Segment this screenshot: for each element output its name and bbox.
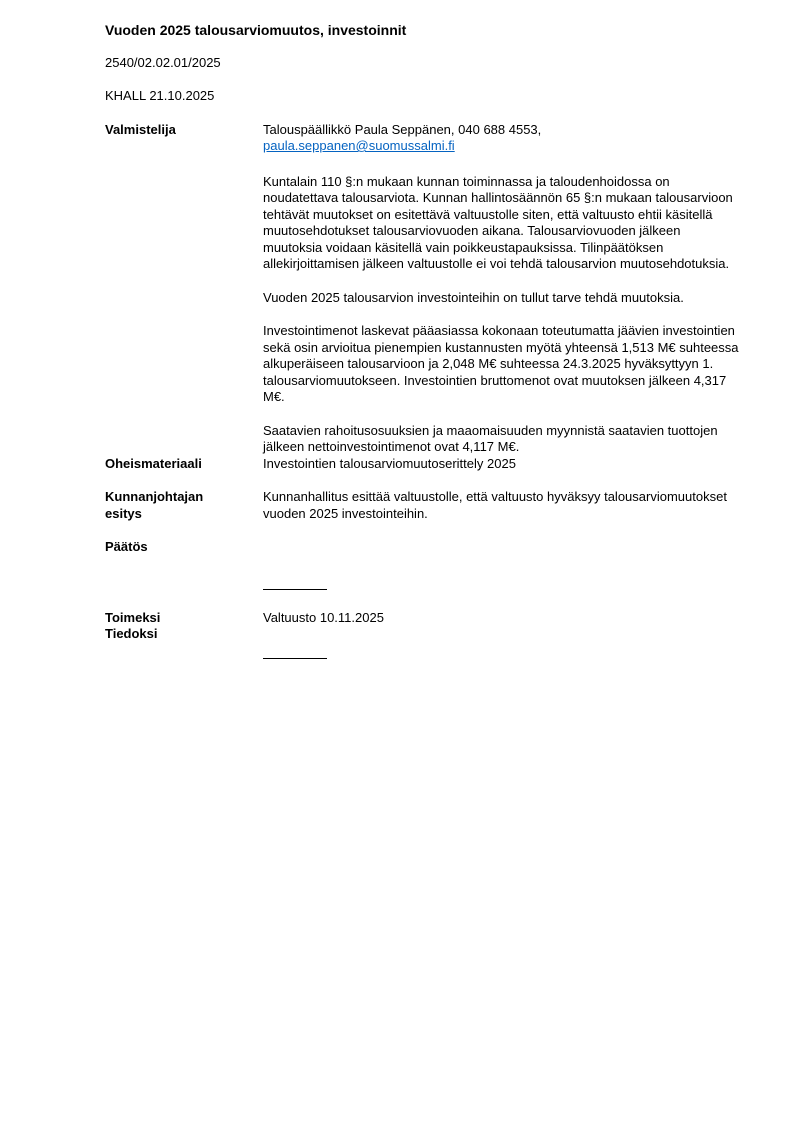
- signature-line-row-1: [105, 587, 746, 590]
- oheismateriaali-text: Investointien talousarviomuutoserittely 2025: [263, 455, 516, 471]
- meeting-reference: KHALL 21.10.2025: [105, 88, 215, 103]
- section-kunnanjohtajan-esitys: [105, 489, 746, 522]
- esitys-text: Kunnanhallitus esittää valtuustolle, että valtuusto hyväksyy talousarviomuutokset vuoden 2025 investointeihin.: [263, 489, 727, 521]
- case-number: 2540/02.02.01/2025: [105, 54, 221, 70]
- email-link[interactable]: paula.seppanen@suomussalmi.fi: [263, 138, 455, 153]
- paragraph-tarve: Vuoden 2025 talousarvion investointeihin on tullut tarve tehdä muutoksia.: [263, 289, 684, 305]
- esitys-label-line2: esitys: [105, 505, 142, 521]
- valmistelija-label: Valmistelija: [105, 121, 176, 137]
- paragraph-nettoinvestoinnit: Saatavien rahoitusosuuksien ja maaomaisuuden myynnistä saatavien tuottojen jälkeen nettoinvestointimenot ovat 4,117 M€.: [263, 422, 718, 454]
- page-title: Vuoden 2025 talousarviomuutos, investoinnit: [105, 22, 407, 38]
- paatos-label: Päätös: [105, 539, 148, 554]
- valmistelija-contact: Talouspäällikkö Paula Seppänen, 040 688 4553,: [263, 121, 542, 137]
- section-paatos: [105, 539, 746, 556]
- section-valmistelija: [105, 122, 746, 155]
- paragraph-kuntalaki: Kuntalain 110 §:n mukaan kunnan toiminnassa ja taloudenhoidossa on noudatettava talousarviota. Kunnan hallintosäännön 65 §:n mukaan talousarvioon tehtävät muutokset on esitettävä valtuustolle siten, että valtuusto ehtii käsitellä muutosehdotukset talousarviovuoden aikana. Talousarviovuoden jälkeen muutoksia voidaan käsitellä vain poikkeustapauksissa. Tilinpäätöksen allekirjoittamisen jälkeen valtuustolle ei voi tehdä talousarvion muutosehdotuksia.: [263, 173, 733, 271]
- signature-line: [263, 589, 327, 590]
- esitys-label-line1: Kunnanjohtajan: [105, 489, 204, 504]
- section-body: [105, 174, 746, 456]
- section-toimeksi-tiedoksi: [105, 610, 746, 643]
- oheismateriaali-label: Oheismateriaali: [105, 455, 202, 471]
- tiedoksi-label: Tiedoksi: [105, 626, 158, 641]
- toimeksi-label: Toimeksi: [105, 609, 161, 625]
- toimeksi-text: Valtuusto 10.11.2025: [263, 609, 384, 625]
- signature-line: [263, 658, 327, 659]
- paragraph-investointimenot: Investointimenot laskevat pääasiassa kokonaan toteutumatta jäävien investointien sekä osin arvioitua pienempien kustannusten myötä yhteensä 1,513 M€ suhteessa alkuperäiseen talousarvioon ja 2,048 M€ suhteessa 24.3.2025 hyväksyttyyn 1. talousarviomuutokseen. Investointien bruttomenot ovat muutoksen jälkeen 4,317 M€.: [263, 323, 739, 404]
- signature-line-row-2: [105, 656, 746, 659]
- section-oheismateriaali: [105, 456, 746, 473]
